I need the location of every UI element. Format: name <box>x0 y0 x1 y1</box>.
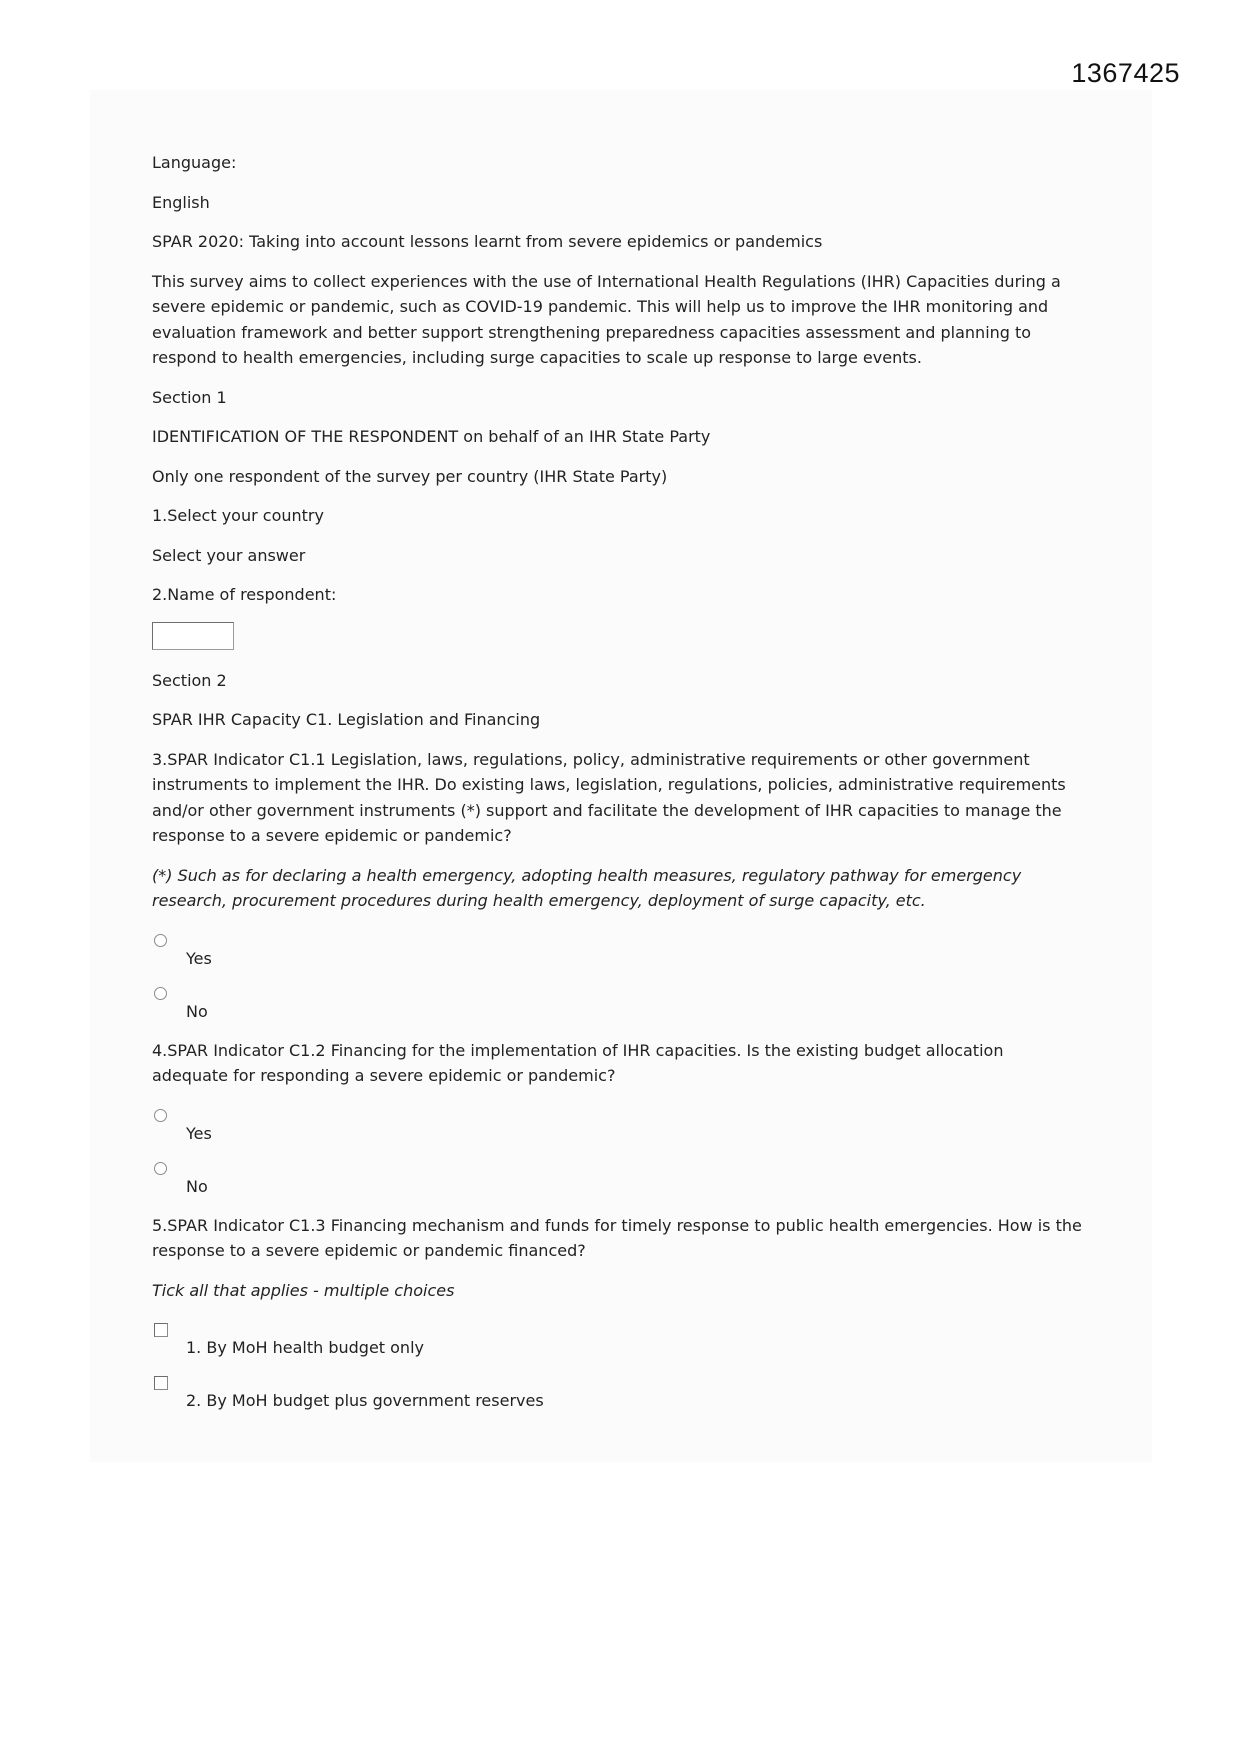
question-5-text: 5.SPAR Indicator C1.3 Financing mechanism and funds for timely response to public health emergencies. How is the response to a severe epidemic or pandemic financed? <box>152 1215 1082 1260</box>
survey-title: SPAR 2020: Taking into account lessons learnt from severe epidemics or pandemics <box>152 232 823 251</box>
question-2-text: 2.Name of respondent: <box>152 585 337 604</box>
option-label: No <box>186 1176 208 1196</box>
language-value: English <box>152 192 210 212</box>
question-5-note: Tick all that applies - multiple choices <box>152 1280 455 1300</box>
question-5-option-2[interactable] <box>152 1374 1082 1414</box>
radio-button[interactable] <box>154 934 167 947</box>
option-label: Yes <box>186 948 212 968</box>
question-3-option-yes[interactable] <box>152 932 1082 972</box>
option-label: Yes <box>186 1123 212 1143</box>
respondent-name-input[interactable] <box>152 622 234 650</box>
radio-button[interactable] <box>154 1162 167 1175</box>
question-5-option-1[interactable] <box>152 1321 1082 1361</box>
radio-button[interactable] <box>154 987 167 1000</box>
checkbox[interactable] <box>154 1323 168 1337</box>
question-4-option-no[interactable] <box>152 1160 1082 1200</box>
question-4-text: 4.SPAR Indicator C1.2 Financing for the implementation of IHR capacities. Is the existing budget allocation adequate for responding a severe epidemic or pandemic? <box>152 1040 1004 1085</box>
question-4-option-yes[interactable] <box>152 1107 1082 1147</box>
document-id: 1367425 <box>1071 58 1180 88</box>
section-2-label: Section 2 <box>152 670 227 690</box>
question-3-option-no[interactable] <box>152 985 1082 1025</box>
section-1-note: Only one respondent of the survey per country (IHR State Party) <box>152 466 668 486</box>
language-label: Language: <box>152 153 237 172</box>
option-label: No <box>186 1001 208 1021</box>
section-1-label: Section 1 <box>152 387 227 407</box>
country-select[interactable]: Select your answer <box>152 545 306 565</box>
question-3-note: (*) Such as for declaring a health emergency, adopting health measures, regulatory pathway for emergency research, procurement procedures during health emergency, deployment of surge capacity, etc. <box>152 865 1022 910</box>
question-1-text: 1.Select your country <box>152 506 324 525</box>
radio-button[interactable] <box>154 1109 167 1122</box>
option-label: 2. By MoH budget plus government reserves <box>186 1391 544 1410</box>
survey-form <box>152 150 1082 1427</box>
question-3-text: 3.SPAR Indicator C1.1 Legislation, laws, regulations, policy, administrative requirements or other government instruments to implement the IHR. Do existing laws, legislation, regulations, policies, administrative requirements and/or other government instruments (*) support and facilitate the development of IHR capacities to manage the response to a severe epidemic or pandemic? <box>152 749 1066 845</box>
survey-intro: This survey aims to collect experiences with the use of International Health Regulations (IHR) Capacities during a severe epidemic or pandemic, such as COVID-19 pandemic. This will help us to improve the IHR monitoring and evaluation framework and better support strengthening preparedness capacities assessment and planning to respond to health emergencies, including surge capacities to scale up response to large events. <box>152 271 1061 367</box>
section-1-heading: IDENTIFICATION OF THE RESPONDENT on behalf of an IHR State Party <box>152 427 711 446</box>
option-label: 1. By MoH health budget only <box>186 1338 424 1357</box>
section-2-heading: SPAR IHR Capacity C1. Legislation and Financing <box>152 710 541 729</box>
checkbox[interactable] <box>154 1376 168 1390</box>
